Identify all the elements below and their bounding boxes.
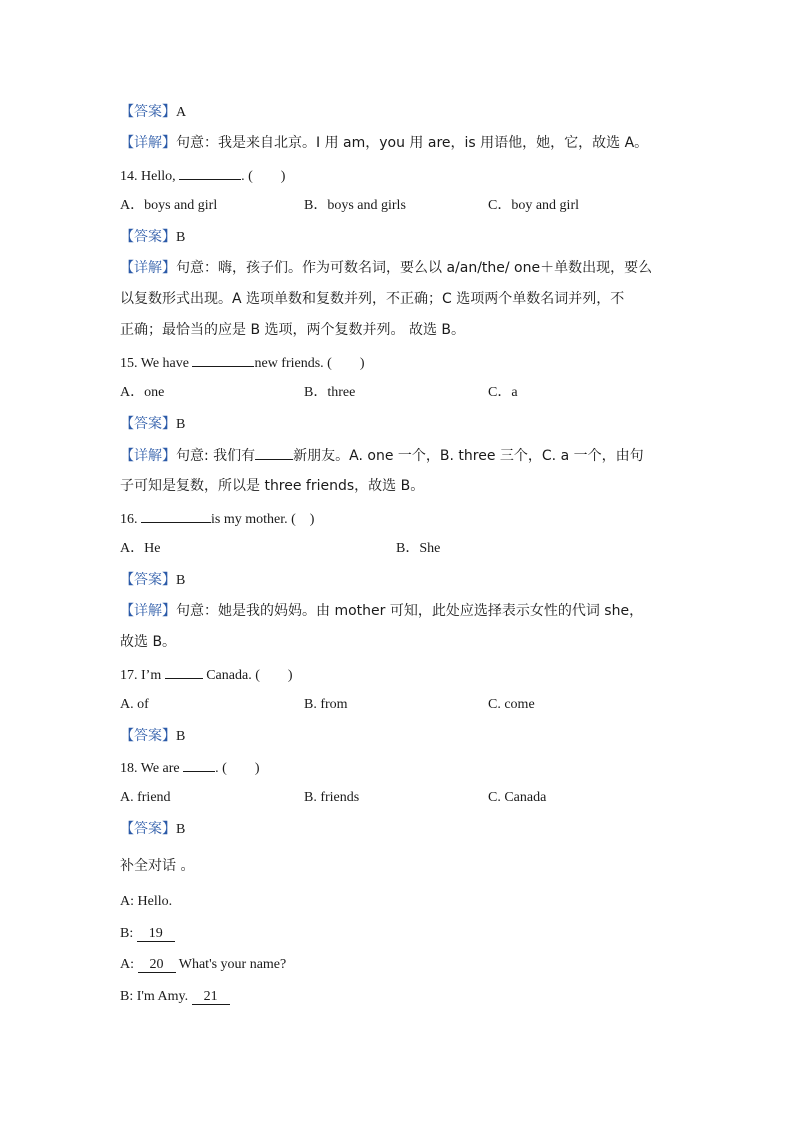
q18-answer (120, 819, 185, 840)
stem-text: is my mother. ( ) (211, 512, 315, 527)
q14-detail-3: 正确；最恰当的应是 B 选项，两个复数并列。 故选 B。 (120, 322, 466, 338)
dialogue-heading: 补全对话 。 (120, 858, 195, 874)
answer-tag: 【答案】 (120, 416, 176, 432)
dialogue-line-1: A: Hello. (120, 894, 173, 909)
detail-tag: 【详解】 (120, 448, 176, 464)
dialogue-line-2 (120, 924, 175, 944)
answer-value: B (176, 417, 186, 432)
stem-text: Canada. ( ) (202, 668, 293, 683)
stem-text: 16. (120, 512, 141, 527)
answer-value: B (176, 729, 186, 744)
option-a: A．one (120, 385, 165, 400)
q15-options (120, 383, 680, 403)
option-c: C. Canada (488, 790, 547, 805)
stem-text: . ( ) (241, 169, 286, 184)
q16-stem (120, 508, 314, 530)
q17-options (120, 695, 680, 715)
detail-text: 句意：她是我的妈妈。由 mother 可知，此处应选择表示女性的代词 she， (176, 603, 644, 619)
detail-text: 句意：嗨，孩子们。作为可数名词，要么以 a/an/the/ one＋单数出现，要么 (176, 260, 653, 276)
speaker-text: A: (120, 957, 138, 972)
blank-number: 20 (138, 957, 176, 973)
answer-blank (179, 165, 241, 180)
option-a: A. friend (120, 790, 171, 805)
q17-answer (120, 726, 185, 747)
q14-options (120, 196, 680, 216)
q16-detail-2: 故选 B。 (120, 634, 177, 650)
q14-detail-1 (120, 258, 652, 278)
q18-stem (120, 757, 259, 779)
option-c: C. come (488, 697, 535, 712)
blank-number: 21 (192, 989, 230, 1005)
answer-blank (192, 352, 254, 367)
option-b: B. friends (304, 790, 360, 805)
q15-stem (120, 352, 365, 374)
detail-text: 新朋友。A. one 一个，B. three 三个，C. a 一个，由句 (293, 448, 644, 464)
stem-text: 18. We are (120, 761, 184, 776)
blank-number: 19 (137, 926, 175, 942)
option-c: C．a (488, 385, 518, 400)
stem-text: new friends. ( ) (254, 356, 365, 371)
answer-tag: 【答案】 (120, 728, 176, 744)
q15-answer (120, 414, 185, 435)
answer-tag: 【答案】 (120, 104, 176, 120)
detail-text: 句意：我是来自北京。I 用 am，you 用 are，is 用语他，她，它，故选 A。 (176, 135, 649, 151)
stem-text: 14. Hello, (120, 169, 180, 184)
speaker-text: B: (120, 926, 137, 941)
answer-value: B (176, 822, 186, 837)
option-a: A．boys and girl (120, 198, 218, 213)
answer-blank (183, 757, 215, 772)
detail-tag: 【详解】 (120, 260, 176, 276)
q18-options (120, 788, 680, 808)
stem-text: 17. I’m (120, 668, 165, 683)
stem-text: . ( ) (215, 761, 260, 776)
option-a: A．He (120, 541, 161, 556)
detail-tag: 【详解】 (120, 603, 176, 619)
option-b: B. from (304, 697, 348, 712)
option-c: C．boy and girl (488, 198, 579, 213)
q13-answer (120, 102, 186, 123)
q16-answer (120, 570, 185, 591)
q13-detail (120, 133, 648, 153)
detail-text: 句意: 我们有 (176, 448, 256, 464)
option-a: A. of (120, 697, 149, 712)
answer-blank (255, 445, 293, 460)
stem-text: 15. We have (120, 356, 193, 371)
q17-stem (120, 664, 293, 686)
q14-detail-2: 以复数形式出现。A 选项单数和复数并列，不正确；C 选项两个单数名词并列，不 (120, 291, 625, 307)
answer-blank (141, 508, 211, 523)
detail-tag: 【详解】 (120, 135, 176, 151)
q14-stem (120, 165, 285, 187)
answer-blank (165, 664, 203, 679)
q15-detail-1 (120, 445, 644, 466)
answer-tag: 【答案】 (120, 821, 176, 837)
q15-detail-2: 子可知是复数，所以是 three friends，故选 B。 (120, 478, 425, 494)
dialogue-line-3 (120, 955, 286, 975)
answer-tag: 【答案】 (120, 229, 176, 245)
q16-options (120, 539, 680, 559)
q16-detail-1 (120, 601, 643, 621)
dialogue-line-4 (120, 987, 230, 1007)
option-b: B．boys and girls (304, 198, 406, 213)
answer-tag: 【答案】 (120, 572, 176, 588)
answer-value: B (176, 573, 186, 588)
option-b: B．She (396, 541, 441, 556)
answer-value: B (176, 230, 186, 245)
answer-value: A (176, 105, 187, 120)
option-b: B．three (304, 385, 356, 400)
q14-answer (120, 227, 185, 248)
speaker-text: B: I'm Amy. (120, 989, 192, 1004)
dialogue-text: What's your name? (175, 957, 287, 972)
